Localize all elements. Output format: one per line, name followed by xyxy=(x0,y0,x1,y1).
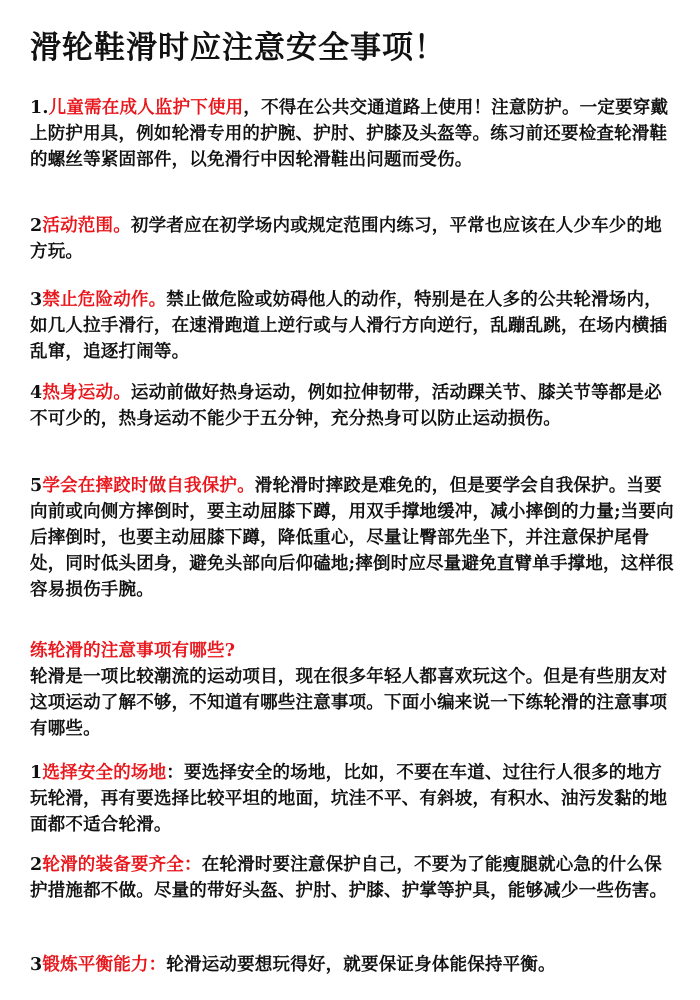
section-intro: 轮滑是一项比较潮流的运动项目，现在很多年轻人都喜欢玩这个。但是有些朋友对这项运动了解不够，不知道有哪些注意事项。下面小编来说一下练轮滑的注意事项有哪些。 xyxy=(30,667,668,739)
item-heading: 锻炼平衡能力： xyxy=(42,955,167,975)
safety-item-1 xyxy=(30,95,678,173)
item-number: 3 xyxy=(30,955,43,975)
safety-item-5 xyxy=(30,473,678,603)
item-number: 5 xyxy=(30,476,43,496)
item-number: 2 xyxy=(30,216,43,236)
tip-item-1 xyxy=(30,760,678,838)
section-heading: 练轮滑的注意事项有哪些? xyxy=(30,641,236,661)
item-text: ：要选择安全的场地，比如，不要在车道、过往行人很多的地方玩轮滑，再有要选择比较平坦的地面，坑洼不平、有斜坡，有积水、油污发黏的地面都不适合轮滑。 xyxy=(30,763,668,835)
item-heading: 学会在摔跤时做自我保护。 xyxy=(42,476,255,496)
item-text: 初学者应在初学场内或规定范围内练习，平常也应该在人少车少的地方玩。 xyxy=(30,216,662,262)
section2-intro-block xyxy=(30,638,678,742)
item-text: ，不得在公共交通道路上使用！注意防护。一定要穿戴上防护用具，例如轮滑专用的护腕、护肘、护膝及头盔等。练习前还要检查轮滑鞋的螺丝等紧固部件，以免滑行中因轮滑鞋出问题而受伤。 xyxy=(30,98,669,170)
item-text: 在轮滑时要注意保护自己，不要为了能瘦腿就心急的什么保护措施都不做。尽量的带好头盔、护肘、护膝、护掌等护具，能够减少一些伤害。 xyxy=(30,855,668,901)
item-number: 4 xyxy=(30,383,43,403)
item-heading: 选择安全的场地 xyxy=(42,763,167,783)
item-heading: 活动范围。 xyxy=(42,216,131,236)
item-number: 3 xyxy=(30,290,43,310)
item-text: 滑轮滑时摔跤是难免的，但是要学会自我保护。当要向前或向侧方摔倒时，要主动屈膝下蹲，用双手撑地缓冲，减小摔倒的力量;当要向后摔倒时，也要主动屈膝下蹲，降低重心，尽量让臀部先坐下，并注意保护尾骨处，同时低头团身，避免头部向后仰磕地;摔倒时应尽量避免直臂单手撑地，这样很容易损伤手腕。 xyxy=(30,476,674,600)
safety-item-4 xyxy=(30,380,678,432)
page-title: 滑轮鞋滑时应注意安全事项！ xyxy=(30,30,446,66)
tip-item-3 xyxy=(30,952,678,978)
item-number: 1. xyxy=(30,98,49,118)
tip-item-2 xyxy=(30,852,678,904)
item-number: 2 xyxy=(30,855,43,875)
item-heading: 热身运动。 xyxy=(42,383,131,403)
item-text: 禁止做危险或妨碍他人的动作，特别是在人多的公共轮滑场内，如几人拉手滑行，在速滑跑道上逆行或与人滑行方向逆行，乱蹦乱跳，在场内横插乱窜，追逐打闹等。 xyxy=(30,290,668,362)
item-heading: 轮滑的装备要齐全： xyxy=(42,855,202,875)
item-heading: 禁止危险动作。 xyxy=(42,290,167,310)
item-text: 运动前做好热身运动，例如拉伸韧带，活动踝关节、膝关节等都是必不可少的，热身运动不能少于五分钟，充分热身可以防止运动损伤。 xyxy=(30,383,662,429)
item-heading: 儿童需在成人监护下使用 xyxy=(48,98,244,118)
item-number: 1 xyxy=(30,763,43,783)
item-text: 轮滑运动要想玩得好，就要保证身体能保持平衡。 xyxy=(166,955,556,975)
safety-item-3 xyxy=(30,287,678,365)
safety-item-2 xyxy=(30,213,678,265)
